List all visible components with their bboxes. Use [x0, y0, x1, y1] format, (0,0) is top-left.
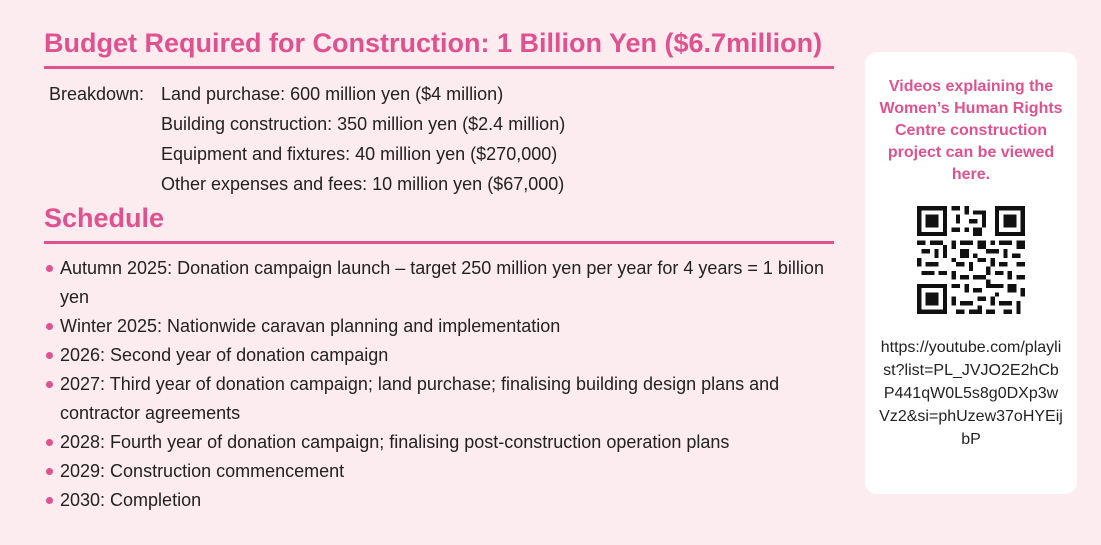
breakdown-item: Other expenses and fees: 10 million yen ($67,000) — [161, 174, 565, 194]
schedule-item: 2027: Third year of donation campaign; land purchase; finalising building design plans and contractor agreements — [44, 370, 844, 428]
schedule-item: Winter 2025: Nationwide caravan planning and implementation — [44, 312, 844, 341]
playlist-url-link[interactable]: https://youtube.com/playlist?list=PL_JVJO2E2hCbP441qW0L5s8g0DXp3wVz2&si=phUzew37oHYEijbP — [879, 339, 1063, 448]
budget-heading: Budget Required for Construction: 1 Billion Yen ($6.7million) — [44, 28, 823, 58]
main-content — [44, 24, 844, 515]
schedule-item: 2028: Fourth year of donation campaign; finalising post-construction operation plans — [44, 428, 844, 457]
breakdown-row — [44, 109, 844, 139]
bullet-icon — [46, 439, 53, 446]
breakdown-item: Building construction: 350 million yen ($2.4 million) — [161, 114, 566, 134]
qr-code-icon[interactable] — [917, 206, 1025, 314]
video-panel-title: Videos explaining the Women’s Human Rights Centre construction project can be viewed here. — [879, 78, 1063, 183]
schedule-item: Autumn 2025: Donation campaign launch – target 250 million yen per year for 4 years = 1 billion yen — [44, 254, 844, 312]
budget-divider — [44, 66, 834, 69]
breakdown-row — [44, 169, 844, 199]
breakdown-item: Land purchase: 600 million yen ($4 million) — [161, 84, 504, 104]
video-info-panel — [865, 52, 1077, 494]
bullet-icon — [46, 497, 53, 504]
breakdown-item: Equipment and fixtures: 40 million yen ($270,000) — [161, 144, 558, 164]
breakdown-label: Breakdown: — [49, 84, 145, 104]
schedule-divider — [44, 241, 834, 244]
schedule-item: 2026: Second year of donation campaign — [44, 341, 844, 370]
schedule-item: 2029: Construction commencement — [44, 457, 844, 486]
schedule-heading: Schedule — [44, 203, 165, 233]
schedule-list — [44, 254, 844, 515]
bullet-icon — [46, 468, 53, 475]
bullet-icon — [46, 265, 53, 272]
bullet-icon — [46, 381, 53, 388]
breakdown-row — [44, 79, 844, 109]
budget-breakdown — [44, 79, 844, 199]
bullet-icon — [46, 352, 53, 359]
bullet-icon — [46, 323, 53, 330]
schedule-item: 2030: Completion — [44, 486, 844, 515]
breakdown-row — [44, 139, 844, 169]
